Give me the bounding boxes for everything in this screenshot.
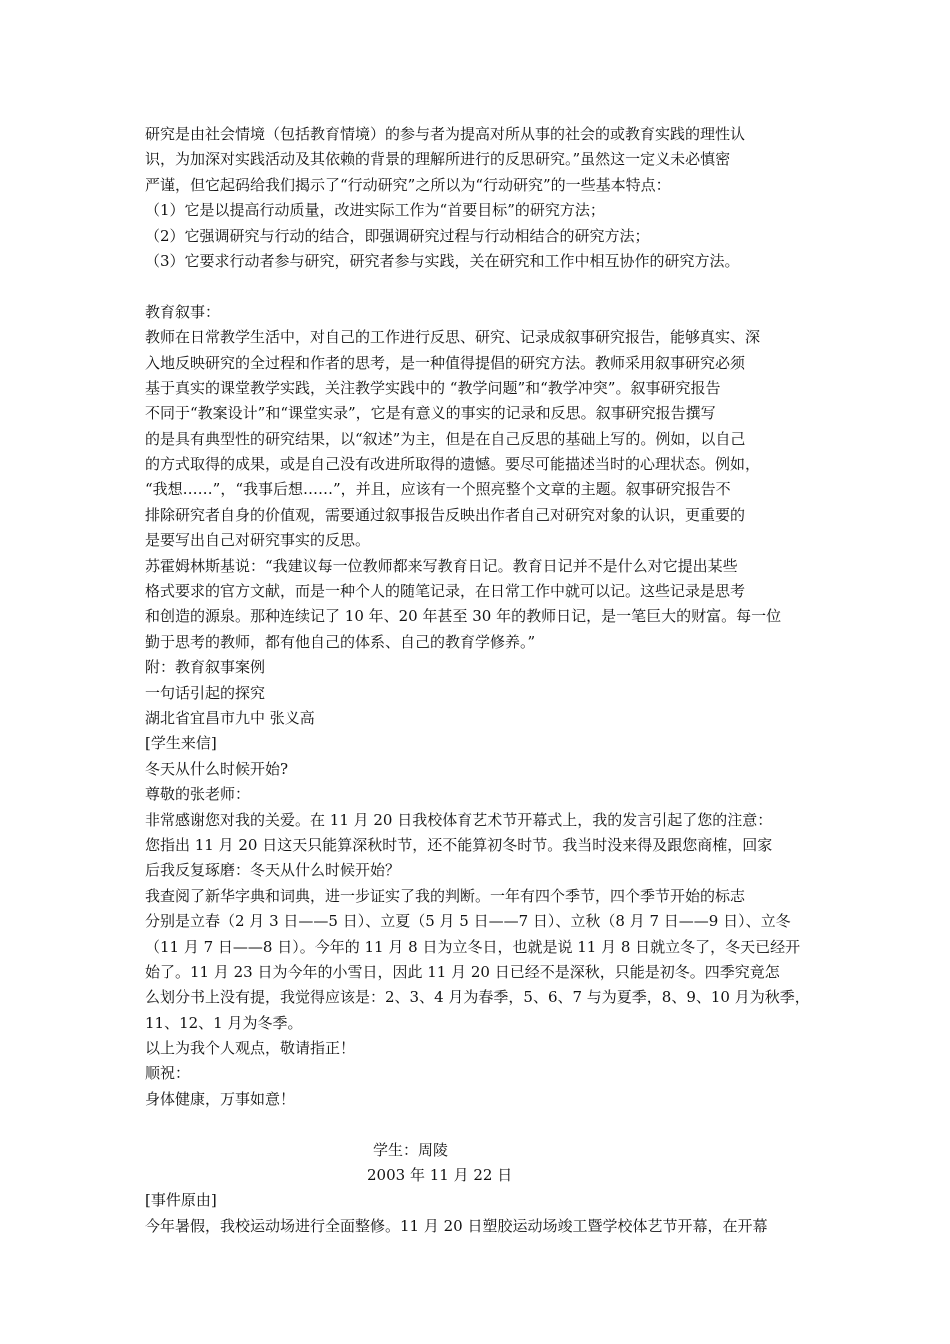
letter-label: [学生来信]: [145, 734, 217, 753]
section-title: 教育叙事：: [145, 302, 221, 321]
signature-name: 学生：周陵: [373, 1140, 449, 1159]
document-body: [145, 122, 813, 1239]
text-line: 11、12、1 月为冬季。: [145, 1013, 303, 1032]
text-line: 教师在日常教学生活中，对自己的工作进行反思、研究、记录成叙事研究报告，能够真实、深: [145, 328, 761, 347]
letter-body: [145, 808, 813, 1113]
text-line: 识，为加深对实践活动及其依赖的背景的理解所进行的反思研究。”虽然这一定义未必慎密: [145, 150, 731, 169]
text-line: 不同于“教案设计”和“课堂实录”，它是有意义的事实的记录和反思。叙事研究报告撰写: [145, 404, 716, 423]
case-author: 湖北省宜昌市九中 张义高: [145, 708, 315, 727]
narrative-paragraph: [145, 325, 813, 655]
quote-line: 苏霍姆林斯基说：“我建议每一位教师都来写教育日记。教育日记并不是什么对它提出某些: [145, 556, 738, 575]
text-line: 严谨，但它起码给我们揭示了“行动研究”之所以为“行动研究”的一些基本特点：: [145, 175, 671, 194]
blank-line: [145, 1112, 813, 1137]
text-line: 非常感谢您对我的关爱。在 11 月 20 日我校体育艺术节开幕式上，我的发言引起了您的注意：: [145, 810, 773, 829]
text-line: “我想……”，“我事后想……”，并且，应该有一个照亮整个文章的主题。叙事研究报告不: [145, 480, 731, 499]
text-line: 排除研究者自身的价值观，需要通过叙事报告反映出作者自己对研究对象的认识，更重要的: [145, 505, 746, 524]
text-line: 的方式取得的成果，或是自己没有改进所取得的遗憾。要尽可能描述当时的心理状态。例如，: [145, 455, 761, 474]
quote-line: 和创造的源泉。那种连续记了 10 年、20 年甚至 30 年的教师日记，是一笔巨大的财富。每一位: [145, 607, 782, 626]
text-line: 我查阅了新华字典和词典，进一步证实了我的判断。一年有四个季节，四个季节开始的标志: [145, 886, 746, 905]
text-line: 分别是立春（2 月 3 日——5 日）、立夏（5 月 5 日——7 日）、立秋（8 月 7 日——9 日）、立冬: [145, 912, 791, 931]
text-line: （11 月 7 日——8 日）。今年的 11 月 8 日为立冬日，也就是说 11 月 8 日就立冬了，冬天已经开: [145, 937, 801, 956]
event-text: 今年暑假，我校运动场进行全面整修。11 月 20 日塑胶运动场竣工暨学校体艺节开幕，在开幕: [145, 1216, 768, 1235]
list-item: （3）它要求行动者参与研究，研究者参与实践，关在研究和工作中相互协作的研究方法。: [145, 251, 740, 270]
text-line: 您指出 11 月 20 日这天只能算深秋时节，还不能算初冬时节。我当时没来得及跟您商榷，回家: [145, 835, 773, 854]
event-heading: [事件原由]: [145, 1191, 217, 1210]
text-line: 的是具有典型性的研究结果，以“叙述”为主，但是在自己反思的基础上写的。例如，以自己: [145, 429, 746, 448]
text-line: 始了。11 月 23 日为今年的小雪日，因此 11 月 20 日已经不是深秋，只能是初冬。四季究竟怎: [145, 962, 780, 981]
appendix-label: 附：教育叙事案例: [145, 658, 266, 677]
text-line: 入地反映研究的全过程和作者的思考，是一种值得提倡的研究方法。教师采用叙事研究必须: [145, 353, 746, 372]
letter-title: 冬天从什么时候开始?: [145, 759, 289, 778]
case-title: 一句话引起的探究: [145, 683, 266, 702]
closing-line: 顺祝：: [145, 1064, 191, 1083]
list-item: （1）它是以提高行动质量，改进实际工作为“首要目标”的研究方法；: [145, 201, 605, 220]
text-line: 么划分书上没有提，我觉得应该是：2、3、4 月为春季，5、6、7 与为夏季，8、9、10 月为秋季，: [145, 988, 810, 1007]
text-line: 是要写出自己对研究事实的反思。: [145, 531, 371, 550]
case-heading: [145, 655, 813, 807]
signature-date: 2003 年 11 月 22 日: [367, 1166, 513, 1185]
closing-line: 身体健康，万事如意！: [145, 1089, 296, 1108]
text-line: 研究是由社会情境（包括教育情境）的参与者为提高对所从事的社会的或教育实践的理性认: [145, 125, 746, 143]
text-line: 以上为我个人观点，敬请指正！: [145, 1039, 356, 1058]
intro-paragraph: [145, 122, 813, 274]
blank-line: [145, 274, 813, 299]
text-line: 基于真实的课堂教学实践，关注教学实践中的 “教学问题”和“教学冲突”。叙事研究报告: [145, 378, 721, 397]
quote-line: 勤于思考的教师，都有他自己的体系、自己的教育学修养。”: [145, 632, 536, 651]
letter-salutation: 尊敬的张老师：: [145, 785, 251, 804]
list-item: （2）它强调研究与行动的结合，即强调研究过程与行动相结合的研究方法；: [145, 226, 650, 245]
text-line: 后我反复琢磨：冬天从什么时候开始？: [145, 861, 401, 880]
quote-line: 格式要求的官方文献，而是一种个人的随笔记录，在日常工作中就可以记。这些记录是思考: [145, 582, 746, 601]
